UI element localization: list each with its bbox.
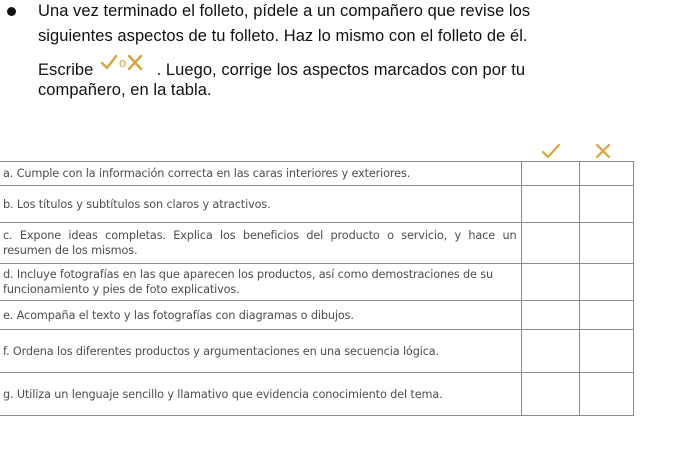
criterion-c: c. Expone ideas completas. Explica los beneficios del producto o servicio, y hace un resumen de los mismos. — [0, 223, 521, 264]
x-cell[interactable] — [579, 330, 633, 373]
criterion-f: f. Ordena los diferentes productos y argumentaciones en una secuencia lógica. — [0, 330, 521, 373]
criterion-g: g. Utiliza un lenguaje sencillo y llamativo que evidencia conocimiento del tema. — [0, 373, 521, 416]
x-icon — [129, 56, 141, 69]
x-column-icon — [593, 140, 613, 160]
table-row — [0, 301, 633, 330]
criterion-e: e. Acompaña el texto y las fotografías con diagramas o dibujos. — [0, 301, 521, 330]
x-cell[interactable] — [579, 373, 633, 416]
instruction-line-3 — [38, 57, 525, 80]
or-word: o — [119, 55, 127, 70]
instruction-line-4: compañero, en la tabla. — [38, 81, 212, 99]
check-cell[interactable] — [521, 301, 579, 330]
check-cell[interactable] — [521, 264, 579, 301]
bullet-icon — [7, 7, 16, 16]
x-cell[interactable] — [579, 162, 633, 186]
x-cell[interactable] — [579, 301, 633, 330]
x-cell[interactable] — [579, 223, 633, 264]
check-cell[interactable] — [521, 162, 579, 186]
table-row — [0, 373, 633, 416]
check-column-icon — [541, 143, 561, 159]
check-cell[interactable] — [521, 186, 579, 223]
x-cell[interactable] — [579, 186, 633, 223]
evaluation-table — [0, 161, 634, 416]
table-row — [0, 264, 633, 301]
criterion-b: b. Los títulos y subtítulos son claros y atractivos. — [0, 186, 521, 223]
instructions — [0, 0, 674, 110]
table-row — [0, 223, 633, 264]
table-row — [0, 162, 633, 186]
instruction-line-2: siguientes aspectos de tu folleto. Haz lo mismo con el folleto de él. — [38, 27, 528, 45]
table-row — [0, 330, 633, 373]
check-cell[interactable] — [521, 223, 579, 264]
instruction-line-3-start: Escribe — [38, 61, 94, 79]
check-cell[interactable] — [521, 373, 579, 416]
check-or-x-mark — [100, 57, 146, 77]
x-cell[interactable] — [579, 264, 633, 301]
instruction-line-3-end: . Luego, corrige los aspectos marcados con por tu — [156, 61, 526, 79]
check-cell[interactable] — [521, 330, 579, 373]
instruction-line-1: Una vez terminado el folleto, pídele a un compañero que revise los — [38, 2, 531, 20]
criterion-d: d. Incluye fotografías en las que aparecen los productos, así como demostraciones de su funcionamiento y pies de foto explicativos. — [0, 264, 521, 301]
criterion-a: a. Cumple con la información correcta en las caras interiores y exteriores. — [0, 162, 521, 186]
table-row — [0, 186, 633, 223]
check-icon — [102, 56, 116, 68]
